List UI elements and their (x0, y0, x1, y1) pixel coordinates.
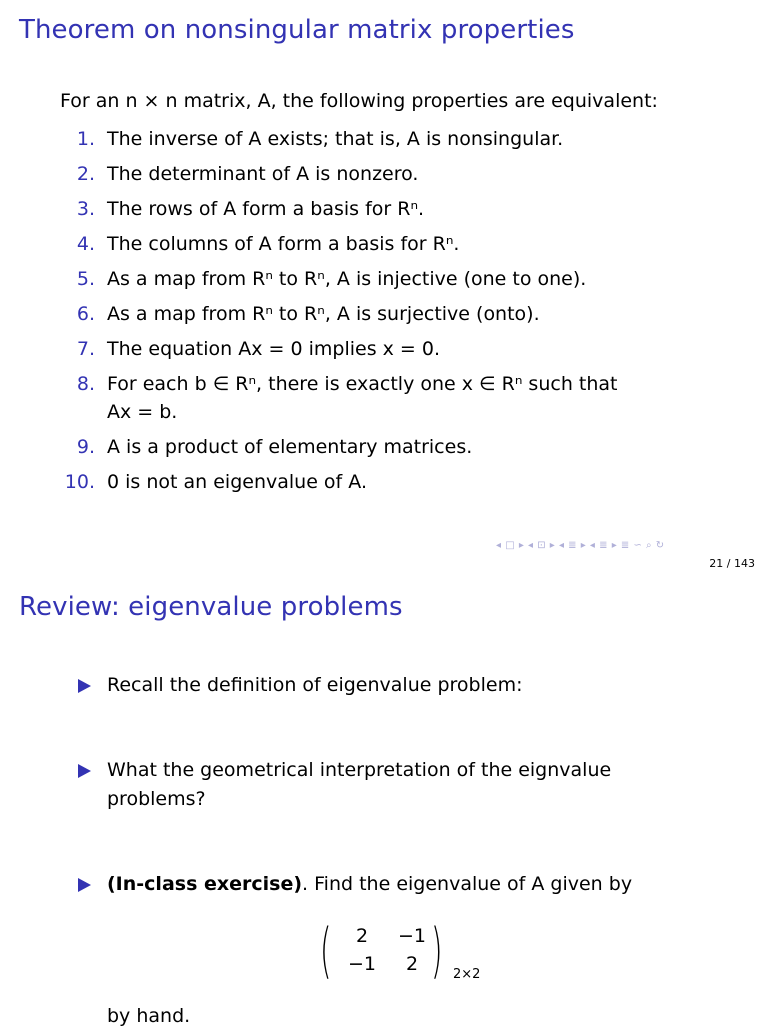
item-number: 6. (76, 303, 95, 325)
exercise-text: . Find the eigenvalue of A given by (302, 873, 633, 895)
item-number: 10. (64, 471, 95, 493)
bullet-triangle-icon (78, 878, 91, 892)
matrix-display (319, 916, 500, 992)
item-number: 1. (76, 128, 95, 150)
item-number: 9. (76, 436, 95, 458)
slide-review (0, 575, 768, 1027)
item-text-continued: Ax = b. (107, 401, 178, 423)
bullet-text: Recall the definition of eigenvalue problem: (107, 674, 523, 696)
left-parenthesis: ( (319, 916, 332, 986)
bullet-text (107, 870, 632, 899)
slide-title: Theorem on nonsingular matrix properties (19, 15, 575, 45)
property-item (0, 370, 768, 426)
property-item (0, 125, 768, 153)
item-number: 3. (76, 198, 95, 220)
trailing-text: by hand. (107, 1005, 191, 1027)
item-number: 2. (76, 163, 95, 185)
matrix-cell: 2 (405, 953, 419, 975)
properties-list (0, 125, 768, 503)
property-item (0, 265, 768, 293)
item-text: As a map from Rⁿ to Rⁿ, A is surjective (onto). (107, 303, 540, 325)
matrix-cell: −1 (397, 925, 426, 947)
bullet-triangle-icon (78, 764, 91, 778)
property-item (0, 230, 768, 258)
property-item (0, 160, 768, 188)
beamer-navigation-icon[interactable]: ◂ □ ▸ ◂ ⊡ ▸ ◂ ≣ ▸ ◂ ≣ ▸ ≣ ∽ ⌕ ↻ (496, 540, 665, 551)
item-text: As a map from Rⁿ to Rⁿ, A is injective (one to one). (107, 268, 587, 290)
item-number: 4. (76, 233, 95, 255)
property-item (0, 300, 768, 328)
theorem-intro: For an n × n matrix, A, the following properties are equivalent: (60, 90, 658, 112)
property-item (0, 468, 768, 496)
matrix-dimension: 2×2 (453, 967, 481, 982)
item-text: The inverse of A exists; that is, A is nonsingular. (107, 128, 564, 150)
item-text: The rows of A form a basis for Rⁿ. (107, 198, 425, 220)
right-parenthesis: ) (430, 916, 443, 986)
property-item (0, 195, 768, 223)
slide-title: Review: eigenvalue problems (19, 592, 403, 622)
matrix-cell: 2 (355, 925, 369, 947)
bullet-triangle-icon (78, 679, 91, 693)
item-text: A is a product of elementary matrices. (107, 436, 473, 458)
item-number: 7. (76, 338, 95, 360)
exercise-label: (In-class exercise) (107, 873, 303, 895)
item-text: 0 is not an eigenvalue of A. (107, 471, 367, 493)
property-item (0, 335, 768, 363)
page-number: 21 / 143 (709, 557, 755, 570)
matrix-cell: −1 (347, 953, 376, 975)
item-text: The determinant of A is nonzero. (107, 163, 419, 185)
item-text: The equation Ax = 0 implies x = 0. (107, 338, 441, 360)
bullet-text-continued: problems? (107, 788, 206, 810)
item-text: For each b ∈ Rⁿ, there is exactly one x ∈ Rⁿ such that (107, 373, 618, 395)
bullet-text: What the geometrical interpretation of the eignvalue (107, 759, 612, 781)
item-text: The columns of A form a basis for Rⁿ. (107, 233, 460, 255)
item-number: 8. (76, 373, 95, 395)
item-number: 5. (76, 268, 95, 290)
property-item (0, 433, 768, 461)
